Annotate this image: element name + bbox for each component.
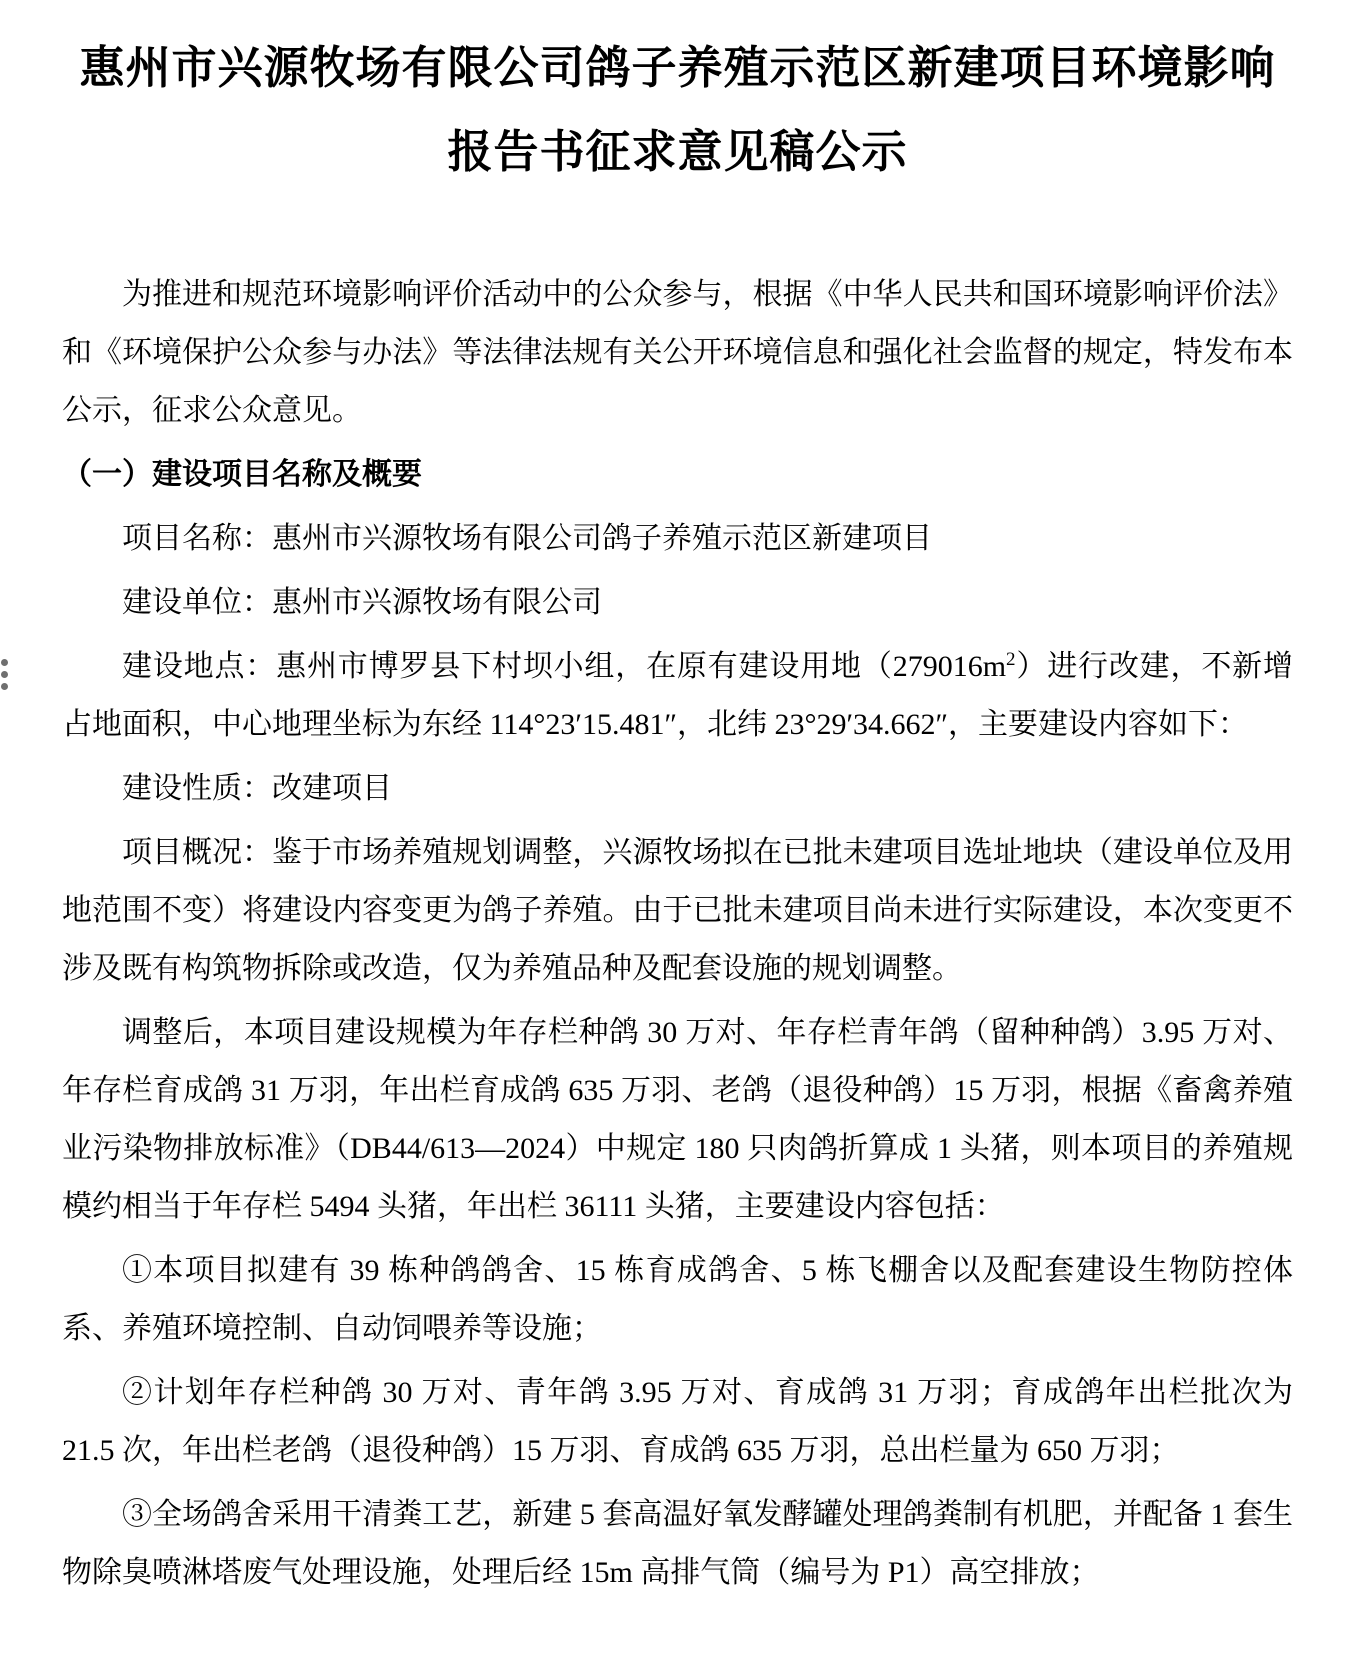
title-line-2: 报告书征求意见稿公示 [447,126,908,177]
item-3-paragraph: ③全场鸽舍采用干清粪工艺，新建 5 套高温好氧发酵罐处理鸽粪制有机肥，并配备 1 套生物除臭喷淋塔废气处理设施，处理后经 15m 高排气筒（编号为 P1）高空排放； [62,1498,1293,1589]
location-text-before-sup: 建设地点：惠州市博罗县下村坝小组，在原有建设用地（279016m [122,650,1007,683]
section-1-heading: （一）建设项目名称及概要 [62,458,422,491]
square-meter-superscript: 2 [1006,649,1016,670]
construction-nature-line: 建设性质：改建项目 [122,772,392,805]
item-1-paragraph: ①本项目拟建有 39 栋种鸽鸽舍、15 栋育成鸽舍、5 栋飞棚舍以及配套建设生物防控体系、养殖环境控制、自动饲喂养等设施； [62,1254,1293,1345]
scale-adjustment-paragraph: 调整后，本项目建设规模为年存栏种鸽 30 万对、年存栏青年鸽（留种种鸽）3.95 万对、年存栏育成鸽 31 万羽，年出栏育成鸽 635 万羽、老鸽（退役种鸽）15 万羽，根据《畜禽养殖业污染物排放标准》（DB44/613—2024）中规定 180 只肉鸽折算成 1 头猪，则本项目的养殖规模约相当于年存栏 5494 头猪，年出栏 36111 头猪，主要建设内容包括： [62,1016,1293,1223]
location-text-after-sup: ）进行改建，不新增占地面积，中心地理坐标为东经 114°23′15.481″，北纬 23°29′34.662″，主要建设内容如下： [62,650,1293,741]
project-name-line: 项目名称：惠州市兴源牧场有限公司鸽子养殖示范区新建项目 [122,522,932,555]
construction-unit-line: 建设单位：惠州市兴源牧场有限公司 [122,586,602,619]
document-title [62,26,1293,194]
intro-paragraph: 为推进和规范环境影响评价活动中的公众参与，根据《中华人民共和国环境影响评价法》和《环境保护公众参与办法》等法律法规有关公开环境信息和强化社会监督的规定，特发布本公示，征求公众意见。 [62,278,1293,427]
vertical-ellipsis-icon[interactable] [1,659,8,690]
location-paragraph [62,638,1293,754]
title-line-1: 惠州市兴源牧场有限公司鸽子养殖示范区新建项目环境影响 [79,42,1276,93]
item-2-paragraph: ②计划年存栏种鸽 30 万对、青年鸽 3.95 万对、育成鸽 31 万羽；育成鸽年出栏批次为 21.5 次，年出栏老鸽（退役种鸽）15 万羽、育成鸽 635 万羽，总出栏量为 650 万羽； [62,1376,1293,1467]
project-overview-paragraph: 项目概况：鉴于市场养殖规划调整，兴源牧场拟在已批未建项目选址地块（建设单位及用地范围不变）将建设内容变更为鸽子养殖。由于已批未建项目尚未进行实际建设，本次变更不涉及既有构筑物拆除或改造，仅为养殖品种及配套设施的规划调整。 [62,836,1293,985]
